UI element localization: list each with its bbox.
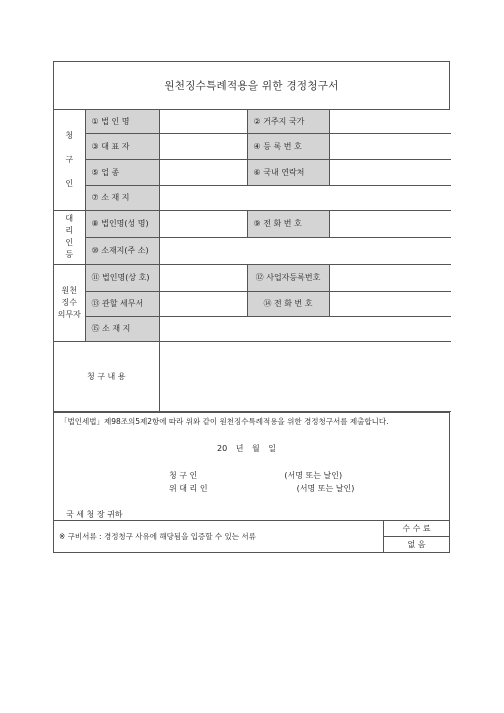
claimant-signature-note[interactable]: (서명 또는 날인) bbox=[284, 470, 343, 480]
label-tax-office: ⑬ 관할 세무서 bbox=[85, 291, 159, 316]
group-agent: 대 리 인 등 bbox=[54, 210, 85, 264]
label-withholder-location: ⑮ 소 재 지 bbox=[85, 316, 159, 341]
value-business-reg-number[interactable] bbox=[329, 264, 451, 291]
agent-signature-line bbox=[169, 483, 354, 494]
value-representative[interactable] bbox=[159, 133, 247, 159]
label-registration-number: ④ 등 록 번 호 bbox=[247, 133, 329, 159]
submission-date: 20 년 월 일 bbox=[217, 443, 276, 453]
label-corp-name: ① 법 인 명 bbox=[85, 110, 159, 133]
value-withholder-phone[interactable] bbox=[329, 291, 451, 316]
fee-box bbox=[384, 521, 449, 552]
agent-signature-label: 위 대 리 인 bbox=[169, 483, 208, 493]
value-business-type[interactable] bbox=[159, 159, 247, 185]
value-withholder-name[interactable] bbox=[159, 264, 247, 291]
value-corp-name[interactable] bbox=[159, 110, 247, 133]
label-agent-phone: ⑨ 전 화 번 호 bbox=[247, 210, 329, 237]
fee-value: 없 음 bbox=[407, 539, 426, 549]
value-withholder-location[interactable] bbox=[159, 316, 451, 341]
declaration-section bbox=[54, 412, 449, 520]
value-location[interactable] bbox=[159, 185, 451, 210]
label-representative: ③ 대 표 자 bbox=[85, 133, 159, 159]
label-withholder-name: ⑪ 법인명(상 호) bbox=[85, 264, 159, 291]
attachments-note: ※ 구비서류 : 경정청구 사유에 해당됨을 입증할 수 있는 서류 bbox=[54, 521, 384, 552]
value-agent-name[interactable] bbox=[159, 210, 247, 237]
value-domestic-contact[interactable] bbox=[329, 159, 451, 185]
value-agent-phone[interactable] bbox=[329, 210, 451, 237]
fee-header: 수 수 료 bbox=[384, 521, 449, 537]
group-claimant: 청 구 인 bbox=[54, 110, 85, 210]
label-residence-country: ② 거주지 국가 bbox=[247, 110, 329, 133]
form-title: 원천징수특례적용을 위한 경정청구서 bbox=[54, 62, 449, 110]
value-agent-address[interactable] bbox=[159, 237, 451, 264]
declaration-text: 「법인세법」제98조의5제2항에 따라 위와 같이 원천징수특례적용을 위한 경정청구서를 제출합니다. bbox=[60, 416, 389, 426]
label-business-reg-number: ⑫ 사업자등록번호 bbox=[247, 264, 329, 291]
addressee: 국 세 청 장 귀하 bbox=[66, 509, 123, 519]
label-agent-address: ⑩ 소재지(주 소) bbox=[85, 237, 159, 264]
value-residence-country[interactable] bbox=[329, 110, 451, 133]
label-agent-name: ⑧ 법인명(성 명) bbox=[85, 210, 159, 237]
label-business-type: ⑤ 업 종 bbox=[85, 159, 159, 185]
attachments-row bbox=[54, 520, 449, 552]
group-withholder: 원천 징수 의무자 bbox=[54, 264, 85, 341]
agent-signature-note[interactable]: (서명 또는 날인) bbox=[296, 483, 355, 493]
value-registration-number[interactable] bbox=[329, 133, 451, 159]
claimant-signature-line bbox=[169, 470, 342, 481]
label-location: ⑦ 소 재 지 bbox=[85, 185, 159, 210]
claim-form bbox=[53, 61, 450, 553]
value-tax-office[interactable] bbox=[159, 291, 247, 316]
claim-content-label: 청 구 내 용 bbox=[54, 341, 159, 411]
label-domestic-contact: ⑥ 국내 연락처 bbox=[247, 159, 329, 185]
claimant-signature-label: 청 구 인 bbox=[169, 470, 198, 480]
claim-content-value[interactable] bbox=[159, 341, 451, 411]
label-withholder-phone: ⑭ 전 화 번 호 bbox=[247, 291, 329, 316]
info-table bbox=[54, 110, 451, 412]
